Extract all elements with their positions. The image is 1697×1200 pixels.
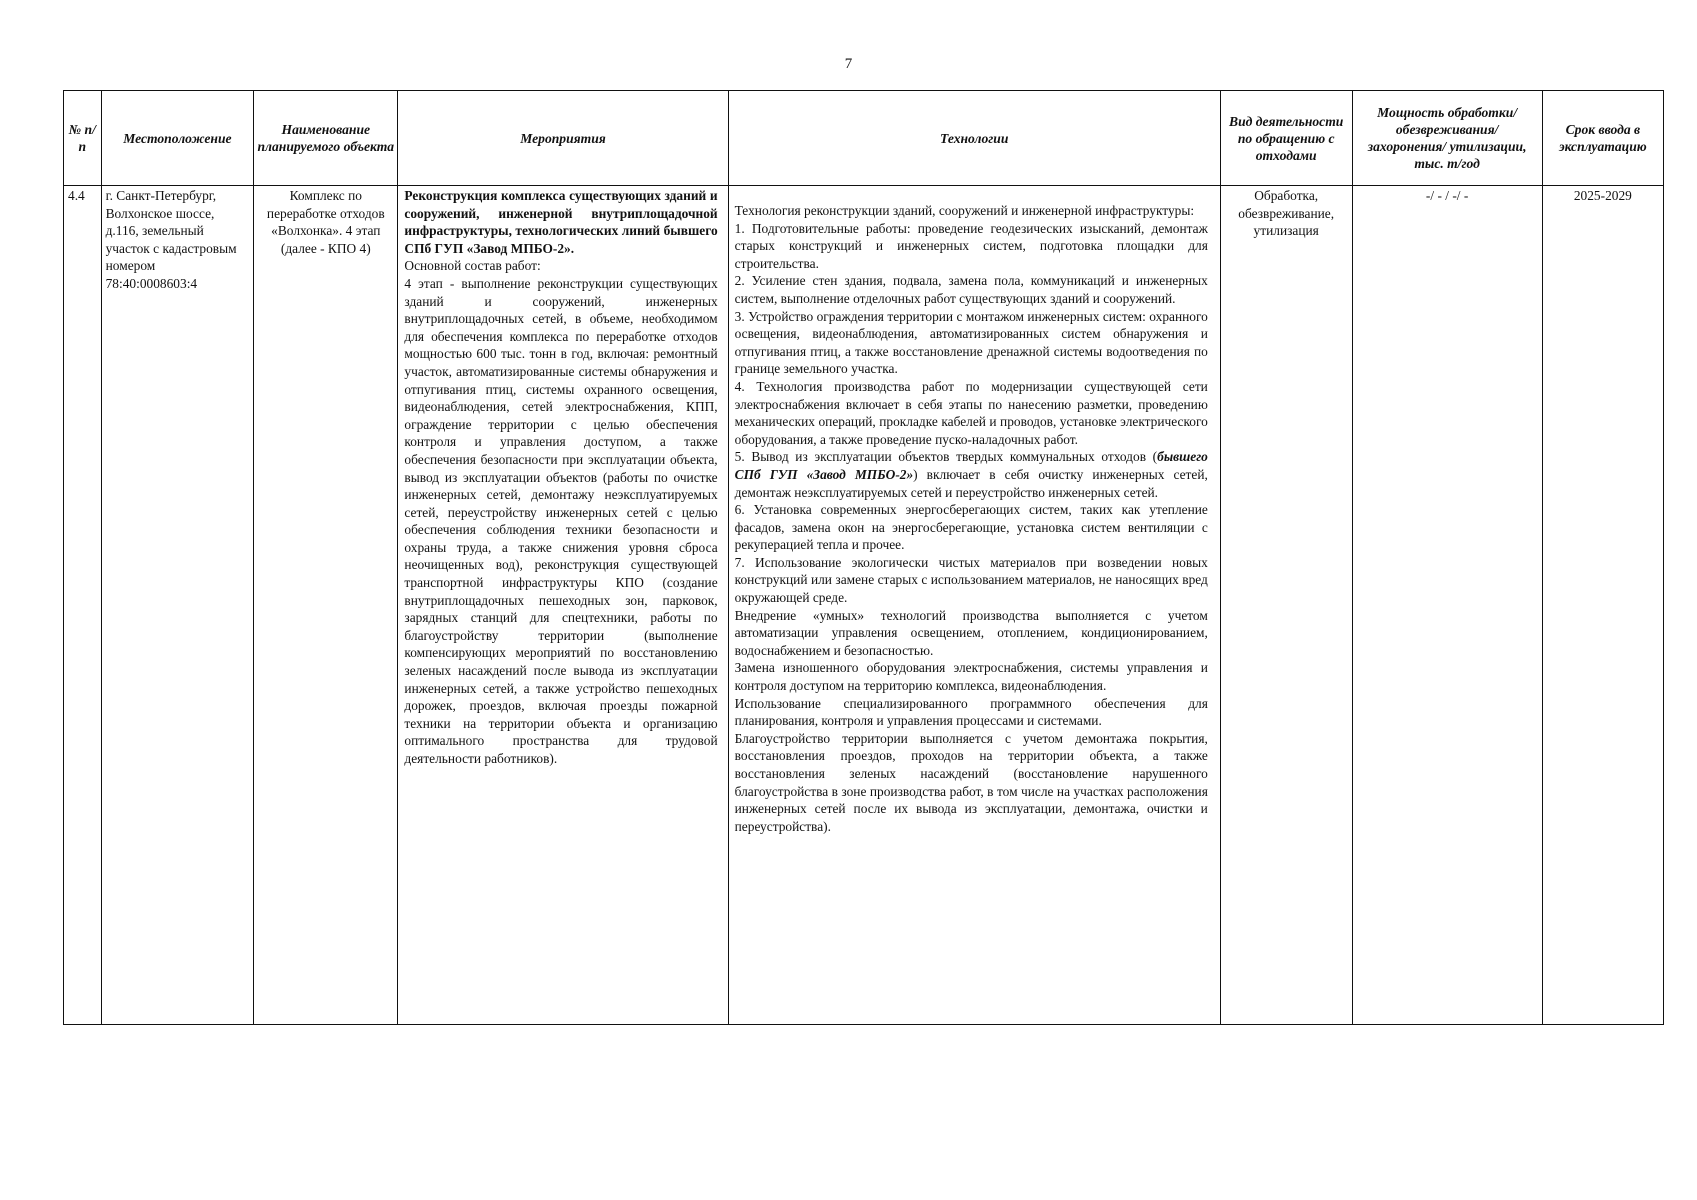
cell-object-name: Комплекс по переработке отходов «Волхонка». 4 этап (далее - КПО 4) [254,186,398,1025]
header-num: № п/п [64,91,102,186]
tech-item-9: Замена изношенного оборудования электроснабжения, системы управления и контроля доступом на территорию комплекса, видеонаблюдения. [734,660,1208,694]
cell-measures [398,186,728,1025]
header-location: Местоположение [101,91,254,186]
header-commissioning: Срок ввода в эксплуатацию [1542,91,1663,186]
tech-item-6: 6. Установка современных энергосберегающих систем, таких как утепление фасадов, замена окон на энергосберегающие, установка систем вентиляции с рекуперацией тепла и прочее. [734,502,1208,553]
cell-location: г. Санкт-Петербург, Волхонское шоссе, д.116, земельный участок с кадастровым номером 78:40:0008603:4 [101,186,254,1025]
tech-item-2: 2. Усиление стен здания, подвала, замена пола, коммуникаций и инженерных систем, выполнение отделочных работ существующих зданий и сооружений. [734,273,1208,306]
cell-activity: Обработка, обезвреживание, утилизация [1220,186,1352,1025]
page-number: 7 [844,56,853,72]
tech-item-4: 4. Технология производства работ по модернизации существующей сети электроснабжения включает в себя этапы по нанесению разметки, проведению механических операций, прокладке кабелей и проводов, установке электрического оборудования, а также проведение пуско-наладочных работ. [734,378,1208,447]
tech-item-5 [735,448,1208,501]
tech-item-5-post: ) включает в себя очистку инженерных сетей, демонтаж неэксплуатируемых сетей и переустройство инженерных сетей. [734,466,1208,500]
tech-item-11: Благоустройство территории выполняется с учетом демонтажа покрытия, восстановления проездов, проходов на территории объекта, а также восстановления зеленых насаждений (восстановление нарушенного благоустройства в зоне производства работ, в том числе на участках расположения инженерных сетей после их вывода из эксплуатации, демонтажа, очистки и переустройства). [734,730,1208,834]
tech-item-3: 3. Устройство ограждения территории с монтажом инженерных систем: охранного освещения, видеонаблюдения, автоматизированных систем обнаружения и отпугивания птиц, а также восстановление дренажной системы водоотведения по границе земельного участка. [734,308,1208,377]
cell-num: 4.4 [64,186,102,1025]
header-technologies: Технологии [728,91,1220,186]
tech-item-5-bold: бывшего СПб ГУП «Завод МПБО-2» [734,449,1208,482]
tech-intro: Технология реконструкции зданий, сооружений и инженерной инфраструктуры: [734,203,1195,218]
measures-title: Реконструкция комплекса существующих зданий и сооружений, инженерной внутриплощадочной инфраструктуры, технологических линий бывшего СПб ГУП «Завод МПБО-2». [404,188,718,256]
cell-capacity: -/ - / -/ - [1352,186,1542,1025]
measures-body: 4 этап - выполнение реконструкции существующих зданий и сооружений, инженерных внутриплощадочных сетей, в объеме, необходимом для обеспечения комплекса по переработке отходов мощностью 600 тыс. тонн в год, включая: ремонтный участок, автоматизированные системы обнаружения и отпугивания птиц, системы охранного освещения, видеонаблюдения, сетей электроснабжения, КПП, ограждение территории с целью обеспечения контроля и управления доступом, а также обеспечения безопасности при эксплуатации объекта, вывод из эксплуатации объектов (работы по очистке инженерных сетей, демонтажу неэксплуатируемых сетей, переустройству инженерных сетей с целью обеспечения соблюдения техники безопасности и охраны труда, а также снижения уровня сброса неочищенных вод), реконструкция существующей транспортной инфраструктуры КПО (создание внутриплощадочных пешеходных зон, парковок, зарядных станций для спецтехники, работы по благоустройству территории (выполнение компенсирующих мероприятий по восстановлению зеленых насаждений после вывода из эксплуатации инженерных сетей, а также устройство пешеходных дорожек, проездов, включая проезды пожарной техники на территории объекта и организацию оптимального пространства для трудовой деятельности работников). [404,275,718,766]
tech-item-10: Использование специализированного программного обеспечения для планирования, контроля и управления процессами и системами. [734,695,1208,729]
measures-subtitle: Основной состав работ: [404,258,541,274]
header-activity: Вид деятельности по обращению с отходами [1220,91,1352,186]
cell-commissioning: 2025-2029 [1542,186,1663,1025]
header-object-name: Наименование планируемого объекта [254,91,398,186]
tech-item-1: 1. Подготовительные работы: проведение геодезических изысканий, демонтаж старых конструкций и инженерных систем, подготовка площадки для строительства. [734,220,1208,271]
header-row [64,91,1664,186]
header-capacity: Мощность обработки/ обезвреживания/ захоронения/ утилизации, тыс. т/год [1352,91,1542,186]
table-row [64,186,1664,1025]
tech-item-5-pre: 5. Вывод из эксплуатации объектов твердых коммунальных отходов ( [734,449,1158,465]
measures-table [63,90,1664,1025]
tech-item-7: 7. Использование экологически чистых материалов при возведении новых конструкций или замене старых с использованием материалов, не наносящих вред окружающей среде. [734,554,1208,606]
header-measures: Мероприятия [398,91,728,186]
cell-technologies [728,186,1220,1025]
tech-item-8: Внедрение «умных» технологий производства выполняется с учетом автоматизации управления освещением, отоплением, кондиционированием, водоснабжением и безопасностью. [734,607,1208,658]
